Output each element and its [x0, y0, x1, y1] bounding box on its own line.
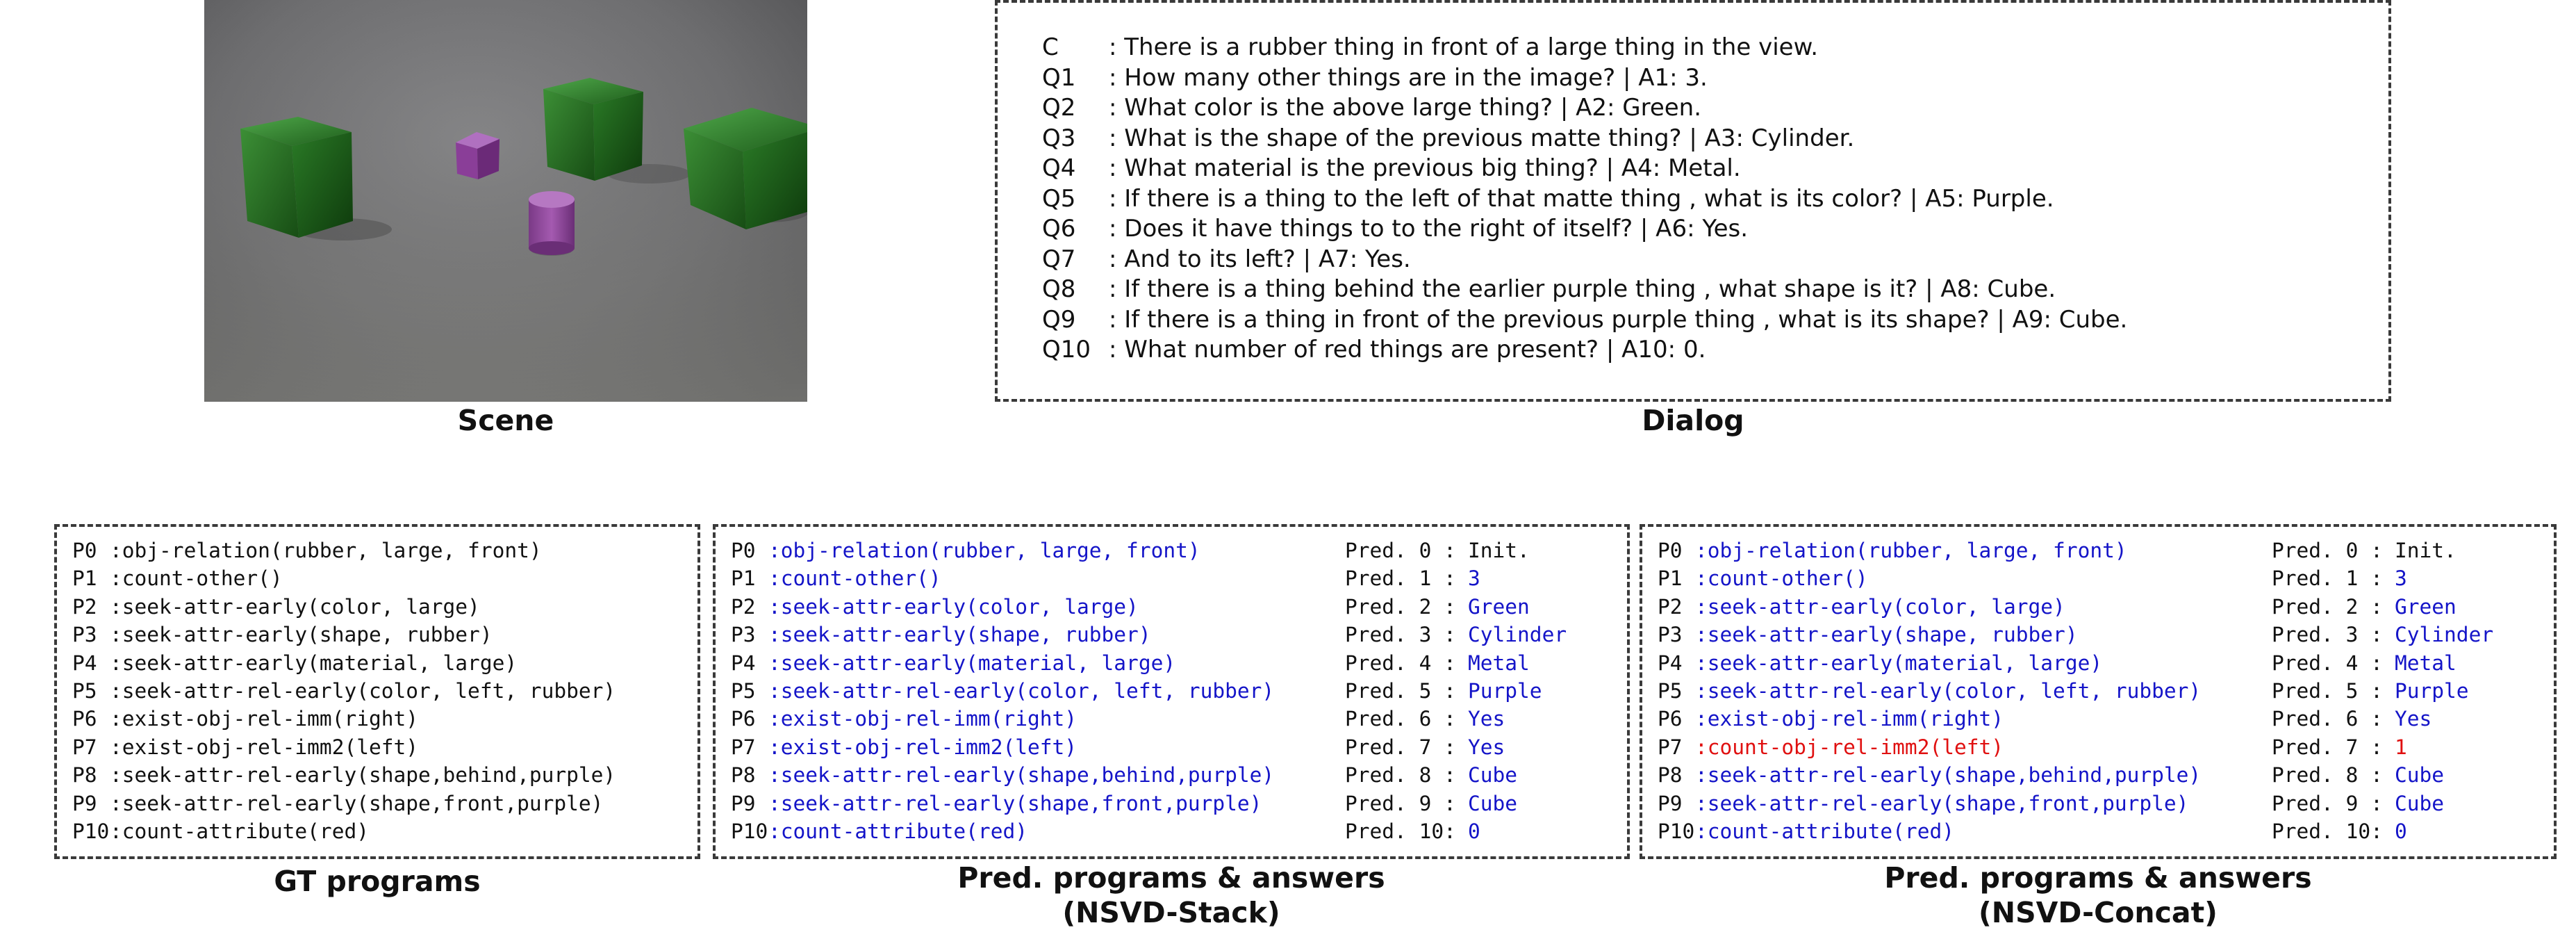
pred-label: Pred. 1 : [2272, 566, 2395, 591]
pred-answer: 0 [2395, 819, 2407, 843]
dialog-line-text: : And to its left? | A7: Yes. [1109, 245, 1411, 273]
dialog-line [1042, 185, 2054, 213]
dialog-line [1042, 33, 1818, 61]
scene-render [204, 0, 807, 402]
program-id: P9 [1658, 791, 1695, 815]
dialog-line-text: : Does it have things to to the right of itself? | A6: Yes. [1109, 215, 1749, 243]
concat-programs-box [1640, 524, 2557, 859]
program-id: P1 [1658, 566, 1695, 591]
dialog-line-id: Q3 [1042, 124, 1076, 152]
dialog-line [1042, 215, 1748, 243]
pred-answer: Init. [1468, 539, 1530, 562]
pred-label: Pred. 0 : [1345, 539, 1469, 562]
stack-caption [713, 860, 1630, 930]
pred-label: Pred. 5 : [2272, 679, 2395, 703]
scene-caption: Scene [457, 404, 554, 437]
pred-answer: 0 [1468, 819, 1480, 843]
program-id: P10 [1658, 819, 1695, 843]
program-text: :seek-attr-early(material, large) [1695, 651, 2103, 675]
program-text: :seek-attr-rel-early(color, left, rubber) [110, 679, 616, 703]
program-id: P7 [72, 735, 110, 759]
pred-answer: Purple [1468, 679, 1542, 703]
pred-label: Pred. 7 : [2272, 735, 2395, 759]
program-id: P7 [731, 735, 768, 759]
pred-answer: Cube [1468, 791, 1518, 815]
pred-label: Pred. 10: [2272, 819, 2395, 843]
pred-answer: Yes [1468, 707, 1505, 731]
pred-label: Pred. 7 : [1345, 735, 1469, 759]
program-text: :seek-attr-rel-early(shape,front,purple) [1695, 791, 2189, 815]
program-text: :count-other() [110, 566, 283, 591]
program-id: P8 [1658, 763, 1695, 788]
program-text: :count-obj-rel-imm2(left) [1695, 735, 2004, 759]
program-text: :seek-attr-early(material, large) [768, 651, 1176, 675]
program-text: :seek-attr-rel-early(shape,front,purple) [110, 791, 604, 815]
dialog-line-id: Q5 [1042, 184, 1076, 213]
program-id: P2 [1658, 594, 1695, 619]
program-text: :count-attribute(red) [768, 819, 1027, 843]
dialog-line-id: Q6 [1042, 215, 1076, 243]
dialog-line-id: Q2 [1042, 94, 1076, 122]
pred-answer: Metal [1468, 651, 1530, 675]
pred-answer: Cylinder [2395, 623, 2494, 647]
program-id: P6 [72, 707, 110, 731]
program-id: P8 [731, 763, 768, 788]
program-id: P7 [1658, 735, 1695, 759]
program-id: P9 [731, 791, 768, 815]
pred-label: Pred. 1 : [1345, 566, 1469, 591]
program-id: P3 [1658, 623, 1695, 647]
concat-caption-line2: (NSVD-Concat) [1979, 896, 2218, 929]
program-id: P1 [72, 566, 110, 591]
dialog-line [1042, 245, 1411, 273]
dialog-line [1042, 275, 2056, 303]
dialog-line-text: : What color is the above large thing? | A2: Green. [1109, 94, 1702, 122]
dialog-line [1042, 94, 1701, 122]
dialog-line-text: : How many other things are in the image? | A1: 3. [1109, 63, 1708, 92]
program-text: :count-other() [1695, 566, 1868, 591]
stack-caption-line1: Pred. programs & answers [957, 861, 1385, 895]
pred-label: Pred. 2 : [2272, 594, 2395, 619]
program-id: P0 [72, 539, 110, 562]
program-text: :obj-relation(rubber, large, front) [1695, 539, 2127, 562]
gt-programs-caption: GT programs [274, 865, 481, 898]
program-id: P3 [731, 623, 768, 647]
pred-answer: 3 [2395, 566, 2407, 591]
dialog-line-text: : What is the shape of the previous matte thing? | A3: Cylinder. [1109, 124, 1855, 152]
program-id: P2 [72, 594, 110, 619]
pred-answer: Cube [1468, 763, 1518, 788]
program-id: P6 [1658, 707, 1695, 731]
pred-label: Pred. 4 : [2272, 651, 2395, 675]
program-text: :seek-attr-rel-early(shape,behind,purple) [768, 763, 1275, 788]
program-id: P4 [731, 651, 768, 675]
program-text: :seek-attr-early(color, large) [768, 594, 1139, 619]
program-text: :count-attribute(red) [1695, 819, 1954, 843]
program-text: :seek-attr-early(shape, rubber) [768, 623, 1151, 647]
concat-caption [1640, 860, 2557, 930]
gt-programs-box [54, 524, 700, 859]
program-text: :exist-obj-rel-imm2(left) [768, 735, 1078, 759]
program-text: :count-other() [768, 566, 941, 591]
green-cube-middle [543, 78, 643, 181]
dialog-line [1042, 306, 2127, 334]
program-text: :obj-relation(rubber, large, front) [768, 539, 1200, 562]
pred-answer: 3 [1468, 566, 1480, 591]
stack-programs-box [713, 524, 1630, 859]
program-text: :seek-attr-early(color, large) [110, 594, 480, 619]
pred-label: Pred. 8 : [2272, 763, 2395, 788]
dialog-line-id: Q8 [1042, 275, 1076, 303]
dialog-line-id: Q4 [1042, 154, 1076, 182]
program-id: P5 [1658, 679, 1695, 703]
program-id: P10 [731, 819, 768, 843]
program-id: P0 [1658, 539, 1695, 562]
dialog-line-text: : If there is a thing in front of the previous purple thing , what is its shape? | A9: Cube. [1109, 305, 2128, 334]
program-text: :seek-attr-rel-early(color, left, rubber) [1695, 679, 2202, 703]
pred-label: Pred. 6 : [2272, 707, 2395, 731]
program-text: :exist-obj-rel-imm(right) [110, 707, 419, 731]
dialog-line-text: : There is a rubber thing in front of a large thing in the view. [1109, 33, 1819, 61]
dialog-line-text: : If there is a thing behind the earlier purple thing , what shape is it? | A8: Cube. [1109, 275, 2056, 303]
program-text: :obj-relation(rubber, large, front) [110, 539, 542, 562]
purple-cylinder [529, 191, 575, 255]
program-id: P5 [72, 679, 110, 703]
pred-answer: Purple [2395, 679, 2469, 703]
program-id: P4 [72, 651, 110, 675]
pred-answer: Metal [2395, 651, 2457, 675]
program-id: P10 [72, 819, 110, 843]
dialog-line-id: Q9 [1042, 305, 1076, 334]
dialog-box [995, 0, 2391, 402]
pred-answer: Cylinder [1468, 623, 1567, 647]
program-id: P3 [72, 623, 110, 647]
dialog-line-id: Q7 [1042, 245, 1076, 273]
program-id: P1 [731, 566, 768, 591]
program-text: :seek-attr-early(shape, rubber) [1695, 623, 2078, 647]
program-text: :seek-attr-early(color, large) [1695, 594, 2065, 619]
program-text: :seek-attr-rel-early(shape,behind,purple) [110, 763, 616, 788]
program-id: P4 [1658, 651, 1695, 675]
dialog-caption: Dialog [1642, 404, 1744, 437]
pred-label: Pred. 3 : [2272, 623, 2395, 647]
program-text: :exist-obj-rel-imm(right) [1695, 707, 2004, 731]
program-text: :count-attribute(red) [110, 819, 369, 843]
pred-answer: Yes [1468, 735, 1505, 759]
dialog-line-text: : What number of red things are present? | A10: 0. [1109, 336, 1706, 364]
pred-label: Pred. 0 : [2272, 539, 2395, 562]
program-id: P8 [72, 763, 110, 788]
pred-answer: Green [2395, 594, 2457, 619]
pred-answer: 1 [2395, 735, 2407, 759]
pred-answer: Init. [2395, 539, 2457, 562]
dialog-line-text: : What material is the previous big thing? | A4: Metal. [1109, 154, 1741, 182]
dialog-line [1042, 154, 1741, 182]
dialog-line [1042, 336, 1706, 364]
dialog-line-text: : If there is a thing to the left of that matte thing , what is its color? | A5: Purple. [1109, 184, 2054, 213]
program-text: :seek-attr-early(shape, rubber) [110, 623, 493, 647]
scene-image [204, 0, 807, 402]
program-id: P2 [731, 594, 768, 619]
program-text: :seek-attr-rel-early(color, left, rubber) [768, 679, 1275, 703]
program-text: :exist-obj-rel-imm2(left) [110, 735, 419, 759]
dialog-line-id: C [1042, 33, 1059, 61]
pred-label: Pred. 9 : [1345, 791, 1469, 815]
pred-answer: Green [1468, 594, 1530, 619]
dialog-line-id: Q1 [1042, 63, 1076, 92]
pred-answer: Cube [2395, 763, 2445, 788]
dialog-line [1042, 124, 1854, 152]
pred-label: Pred. 9 : [2272, 791, 2395, 815]
pred-answer: Yes [2395, 707, 2432, 731]
pred-label: Pred. 6 : [1345, 707, 1469, 731]
pred-label: Pred. 2 : [1345, 594, 1469, 619]
program-text: :exist-obj-rel-imm(right) [768, 707, 1078, 731]
pred-label: Pred. 8 : [1345, 763, 1469, 788]
program-text: :seek-attr-early(material, large) [110, 651, 518, 675]
program-id: P5 [731, 679, 768, 703]
dialog-line [1042, 64, 1708, 92]
stack-caption-line2: (NSVD-Stack) [1062, 896, 1280, 929]
pred-label: Pred. 3 : [1345, 623, 1469, 647]
pred-answer: Cube [2395, 791, 2445, 815]
green-cube-left [240, 117, 353, 238]
program-text: :seek-attr-rel-early(shape,front,purple) [768, 791, 1262, 815]
program-id: P0 [731, 539, 768, 562]
pred-label: Pred. 4 : [1345, 651, 1469, 675]
concat-caption-line1: Pred. programs & answers [1884, 861, 2312, 895]
program-id: P9 [72, 791, 110, 815]
program-id: P6 [731, 707, 768, 731]
dialog-line-id: Q10 [1042, 336, 1091, 364]
pred-label: Pred. 5 : [1345, 679, 1469, 703]
pred-label: Pred. 10: [1345, 819, 1469, 843]
program-text: :seek-attr-rel-early(shape,behind,purple) [1695, 763, 2202, 788]
